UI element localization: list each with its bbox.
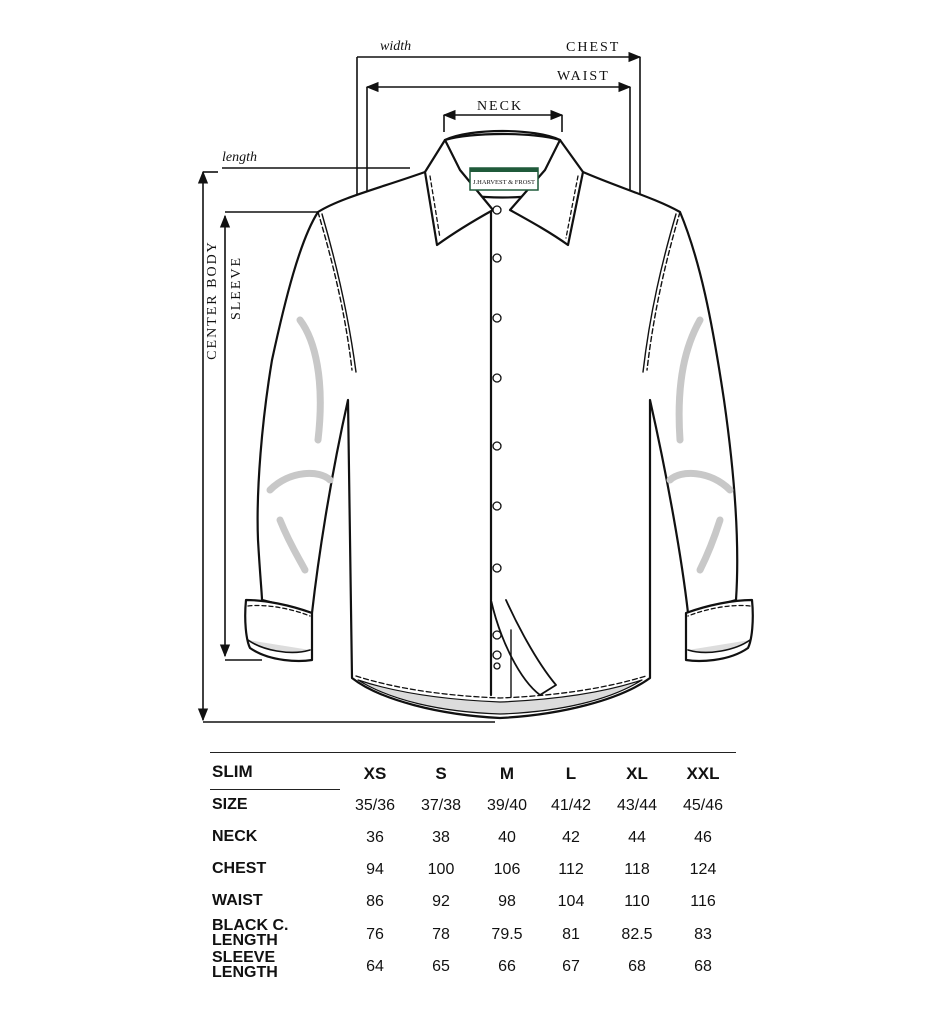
row-label: BLACK C. LENGTH <box>212 917 289 949</box>
table-row <box>210 950 740 980</box>
table-cell: 68 <box>694 958 712 975</box>
table-cell: 100 <box>427 861 455 878</box>
table-cell: 78 <box>432 926 450 943</box>
row-label: CHEST <box>212 860 267 877</box>
brand-tag-text: J.HARVEST & FROST <box>472 179 536 186</box>
fit-label: SLIM <box>212 762 253 781</box>
table-row <box>210 861 740 891</box>
waist-label: WAIST <box>557 69 610 84</box>
table-cell: 37/38 <box>420 797 462 814</box>
table-cell: 64 <box>366 958 384 975</box>
table-cell: 81 <box>562 926 580 943</box>
size-header: XS <box>363 764 387 783</box>
table-cell: 46 <box>694 829 712 846</box>
row-label: WAIST <box>212 892 263 909</box>
size-header: XL <box>626 764 648 783</box>
table-cell: 41/42 <box>550 797 592 814</box>
table-cell: 118 <box>624 861 650 878</box>
table-cell: 43/44 <box>616 797 658 814</box>
table-cell: 106 <box>493 861 521 878</box>
table-cell: 83 <box>694 926 712 943</box>
table-cell: 116 <box>690 893 716 910</box>
row-label: SIZE <box>212 796 248 813</box>
table-cell: 38 <box>432 829 450 846</box>
table-header-row <box>210 764 740 794</box>
table-row <box>210 829 740 859</box>
table-top-rule <box>210 752 736 753</box>
table-cell: 44 <box>628 829 646 846</box>
table-cell: 124 <box>689 861 717 878</box>
table-cell: 79.5 <box>491 926 523 943</box>
size-header: L <box>565 764 577 783</box>
table-cell: 94 <box>366 861 384 878</box>
table-cell: 82.5 <box>621 926 653 943</box>
table-cell: 42 <box>562 829 580 846</box>
table-cell: 86 <box>366 893 384 910</box>
table-cell: 68 <box>628 958 646 975</box>
table-cell: 65 <box>432 958 450 975</box>
width-label: width <box>380 39 412 54</box>
size-header: S <box>435 764 447 783</box>
neck-label: NECK <box>476 99 524 114</box>
table-cell: 35/36 <box>354 797 396 814</box>
table-row <box>210 797 740 827</box>
table-cell: 104 <box>557 893 585 910</box>
table-cell: 66 <box>498 958 516 975</box>
table-cell: 112 <box>558 861 584 878</box>
table-cell: 45/46 <box>682 797 724 814</box>
length-label: length <box>222 150 257 165</box>
table-cell: 110 <box>624 893 650 910</box>
table-cell: 39/40 <box>486 797 528 814</box>
table-cell: 98 <box>498 893 516 910</box>
chest-label: CHEST <box>566 40 621 55</box>
table-cell: 76 <box>366 926 384 943</box>
row-label: SLEEVE LENGTH <box>212 949 278 981</box>
row-label: NECK <box>212 828 258 845</box>
table-cell: 67 <box>562 958 580 975</box>
center-body-label: CENTER BODY <box>205 240 220 360</box>
table-row <box>210 918 740 948</box>
size-header: XXL <box>686 764 720 783</box>
sleeve-label: SLEEVE <box>229 255 244 321</box>
table-cell: 40 <box>498 829 516 846</box>
table-cell: 92 <box>432 893 450 910</box>
size-header: M <box>499 764 515 783</box>
table-cell: 36 <box>366 829 384 846</box>
